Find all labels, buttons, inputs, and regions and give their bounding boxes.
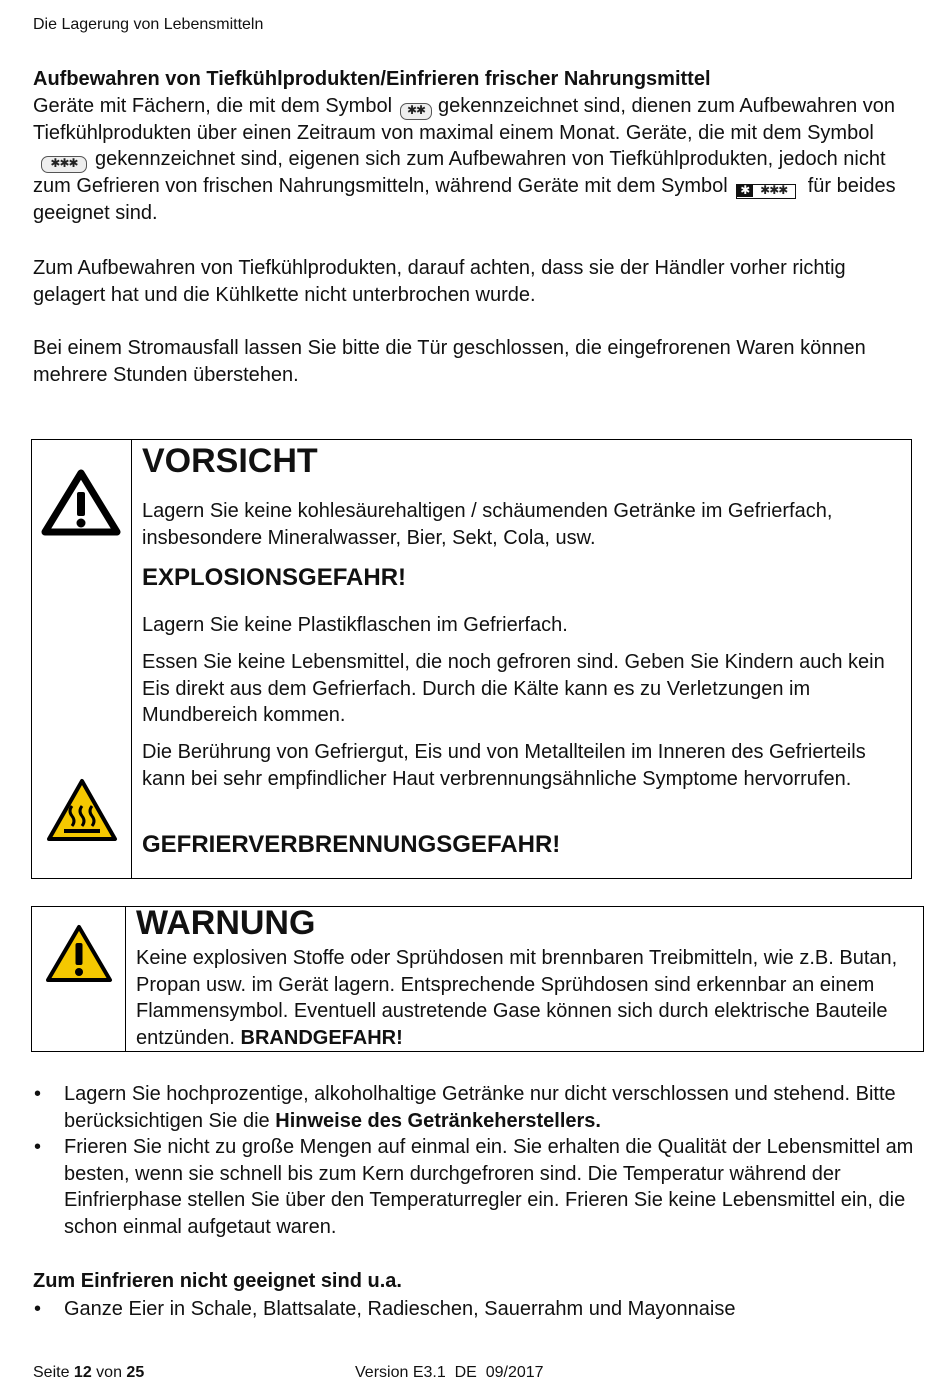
warning-icon-column	[32, 907, 126, 1051]
list-item	[33, 1081, 923, 1134]
caution-frozen-food: Essen Sie keine Lebensmittel, die noch gefroren sind. Geben Sie Kindern auch kein Eis direkt aus dem Gefrierfach. Durch die Kälte kann es zu Verletzungen im Mundbereich kommen.	[142, 651, 885, 726]
storage-tips-list	[33, 1081, 923, 1240]
page-total: 25	[126, 1364, 145, 1381]
power-outage-paragraph: Bei einem Stromausfall lassen Sie bitte die Tür geschlossen, die eingefrorenen Waren können mehrere Stunden überstehen.	[33, 337, 866, 386]
frostburn-hazard-label: GEFRIERVERBRENNUNGSGEFAHR!	[142, 831, 561, 858]
page-number	[33, 1364, 144, 1382]
explosion-hazard-label: EXPLOSIONSGEFAHR!	[142, 564, 407, 591]
warning-heading: WARNUNG	[136, 904, 316, 942]
warning-box	[31, 906, 924, 1052]
fire-hazard-label: BRANDGEFAHR!	[240, 1026, 403, 1049]
list-item: • Ganze Eier in Schale, Blattsalate, Radieschen, Sauerrahm und Mayonnaise	[33, 1296, 923, 1323]
three-star-freezer-icon: ✱✱✱	[41, 156, 87, 173]
version-info: Version E3.1 DE 09/2017	[355, 1364, 544, 1381]
caution-box	[31, 439, 912, 879]
page-prefix: Seite	[33, 1364, 70, 1381]
beverage-tip-text: Lagern Sie hochprozentige, alkoholhaltige Getränke nur dicht verschlossen und stehend. Bitte berücksichtigen Sie die	[64, 1083, 896, 1132]
four-star-rest: ✱✱✱	[760, 183, 788, 197]
beverage-tip-bold: Hinweise des Getränkeherstellers.	[275, 1109, 601, 1132]
sym2-text-after: gekennzeichnet sind, dienen zum Aufbewahren von Tiefkühlprodukten über einen Zeitraum von maximal einem Monat.	[33, 94, 895, 144]
storage-title: Aufbewahren von Tiefkühlprodukten/Einfrieren frischer Nahrungsmittel	[33, 68, 711, 90]
warning-triangle-icon	[44, 923, 114, 983]
storage-section	[33, 66, 923, 226]
storage-paragraph	[33, 93, 923, 227]
coldchain-paragraph: Zum Aufbewahren von Tiefkühlprodukten, darauf achten, dass sie der Händler vorher richtig gelagert hat und die Kühlkette nicht unterbrochen wurde.	[33, 257, 846, 306]
caution-carbonated-drinks: Lagern Sie keine kohlesäurehaltigen / schäumenden Getränke im Gefrierfach, insbesondere Mineralwasser, Bier, Sekt, Cola, usw.	[142, 500, 833, 549]
page-current: 12	[73, 1364, 92, 1381]
caution-icon-column	[32, 440, 132, 878]
sym3-text-after: gekennzeichnet sind, eigenen sich zum Aufbewahren von Tiefkühlprodukten, jedoch nicht zum Gefrieren von frischen Nahrungsmitteln, während Geräte mit dem Symbol	[33, 148, 886, 197]
two-star-freezer-icon: ✱✱	[400, 103, 432, 120]
caution-plastic-bottles: Lagern Sie keine Plastikflaschen im Gefrierfach.	[142, 614, 568, 636]
four-star-freezer-icon	[736, 184, 796, 199]
caution-heading: VORSICHT	[142, 442, 318, 480]
sym2-text-before: Geräte mit Fächern, die mit dem Symbol	[33, 94, 393, 117]
running-header: Die Lagerung von Lebensmitteln	[33, 16, 264, 33]
unsuitable-title: Zum Einfrieren nicht geeignet sind u.a.	[33, 1270, 402, 1292]
page-of: von	[96, 1364, 122, 1381]
warning-triangle-icon	[41, 468, 121, 536]
warning-body: Keine explosiven Stoffe oder Sprühdosen mit brennbaren Treibmitteln, wie z.B. Butan, Propan usw. im Gerät lagern. Entsprechende Sprühdosen sind erkennbar an einem Flammensymbol. Eventuell austretende Gase können sich durch elektrische Bauteile entzünden.	[136, 947, 898, 1049]
list-item: • Frieren Sie nicht zu große Mengen auf einmal ein. Sie erhalten die Qualität der Lebensmittel am besten, wenn sie schnell bis zum Kern durchgefroren sind. Die Temperatur während der Einfrierphase stellen Sie über den Temperaturregler ein. Frieren Sie keine Lebensmittel ein, die schon einmal aufgetaut waren.	[33, 1134, 923, 1240]
warning-paragraph	[136, 945, 916, 1051]
sym3-text-before: Geräte, die mit dem Symbol	[625, 121, 874, 144]
hot-surface-icon	[46, 778, 118, 842]
sym4-text-after: für beides geeignet sind.	[33, 175, 896, 224]
unsuitable-list	[33, 1296, 923, 1323]
four-star-block: ✱	[737, 185, 753, 197]
caution-skin-contact: Die Berührung von Gefriergut, Eis und von Metallteilen im Inneren des Gefrierteils kann bei sehr empfindlicher Haut verbrennungsähnliche Symptome hervorrufen.	[142, 741, 866, 790]
